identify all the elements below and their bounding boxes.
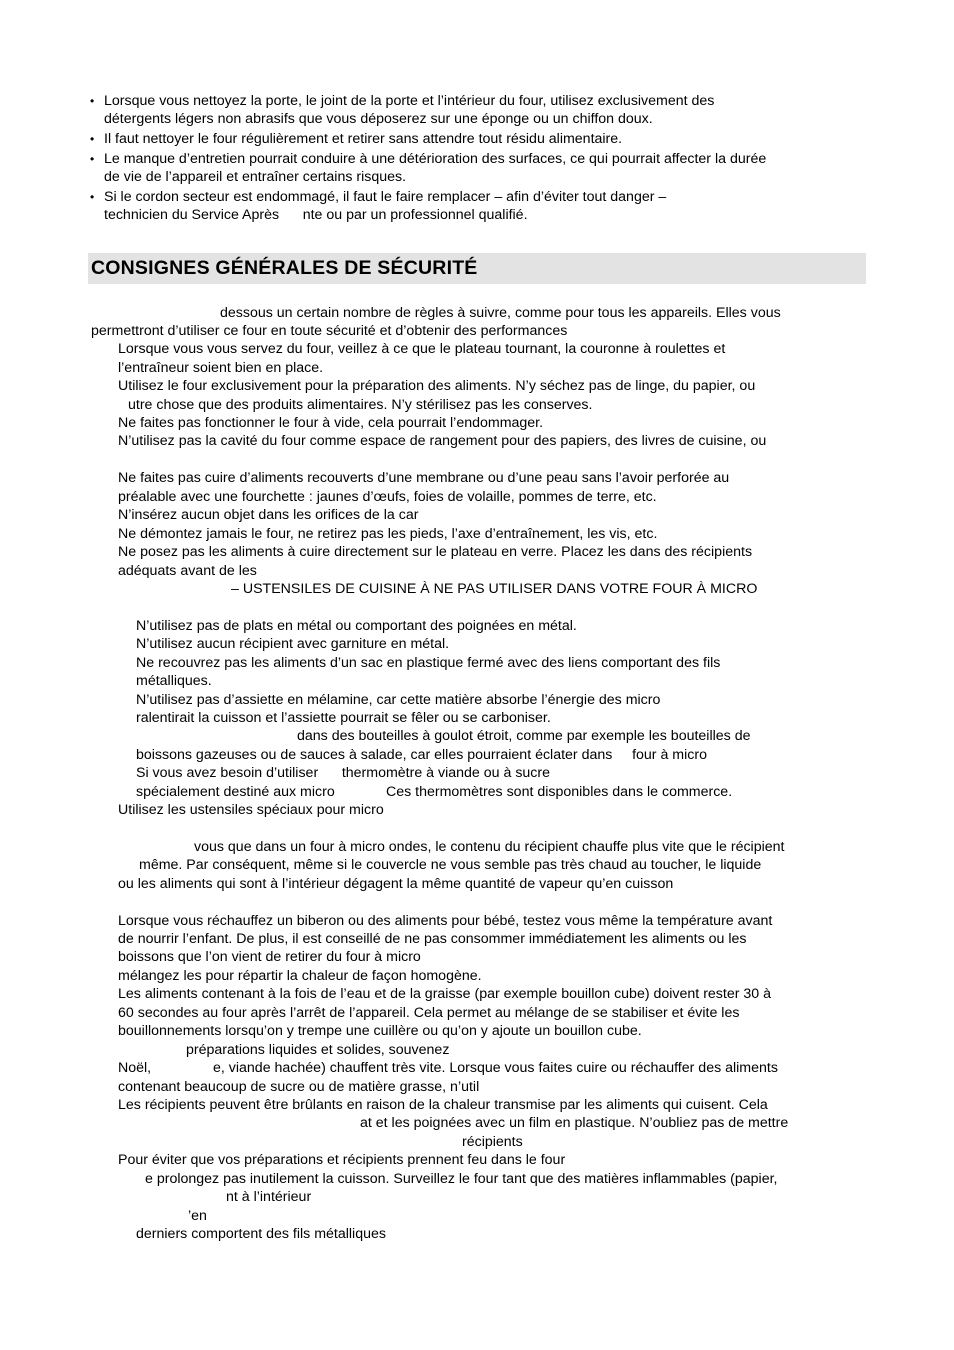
maintenance-line: Si le cordon secteur est endommagé, il faut le faire remplacer – afin d’éviter tout danger – bbox=[104, 189, 667, 205]
text-line: mélangez les pour répartir la chaleur de façon homogène. bbox=[118, 968, 482, 984]
text-line: adéquats avant de les bbox=[118, 563, 257, 579]
maintenance-line: technicien du Service Après nte ou par un professionnel qualifié. bbox=[104, 207, 528, 223]
text-line: contenant beaucoup de sucre ou de matière grasse, n’util bbox=[118, 1079, 480, 1095]
text-line: préparations liquides et solides, souvenez bbox=[186, 1042, 450, 1058]
text-line: derniers comportent des fils métalliques bbox=[136, 1226, 386, 1242]
maintenance-line: détergents légers non abrasifs que vous déposerez sur une éponge ou un chiffon doux. bbox=[104, 111, 653, 127]
text-line: Ne posez pas les aliments à cuire directement sur le plateau en verre. Placez les dans des récipients bbox=[118, 544, 753, 560]
maintenance-line: Le manque d’entretien pourrait conduire à une détérioration des surfaces, ce qui pourrait affecter la durée bbox=[104, 151, 767, 167]
text-line: boissons gazeuses ou de sauces à salade, car elles pourraient éclater dans four à micro bbox=[136, 747, 707, 763]
text-line: N’utilisez pas d’assiette en mélamine, car cette matière absorbe l’énergie des micro bbox=[136, 692, 661, 708]
text-line: ralentirait la cuisson et l’assiette pourrait se fêler ou se carboniser. bbox=[136, 710, 551, 726]
text-line: Ne recouvrez pas les aliments d’un sac en plastique fermé avec des liens comportant des fils bbox=[136, 655, 721, 671]
text-line: métalliques. bbox=[136, 673, 212, 689]
text-line: dessous un certain nombre de règles à suivre, comme pour tous les appareils. Elles vous bbox=[220, 305, 781, 321]
text-line: e prolongez pas inutilement la cuisson. Surveillez le four tant que des matières inflammables (papier, bbox=[145, 1171, 778, 1187]
text-line: Ne faites pas fonctionner le four à vide, cela pourrait l’endommager. bbox=[118, 415, 544, 431]
maintenance-line: Lorsque vous nettoyez la porte, le joint de la porte et l’intérieur du four, utilisez exclusivement des bbox=[104, 93, 715, 109]
text-line: préalable avec une fourchette : jaunes d’œufs, foies de volaille, pommes de terre, etc. bbox=[118, 489, 657, 505]
text-line: Pour éviter que vos préparations et récipients prennent feu dans le four bbox=[118, 1152, 566, 1168]
maintenance-line: de vie de l’appareil et entraîner certains risques. bbox=[104, 169, 407, 185]
text-line: Lorsque vous vous servez du four, veillez à ce que le plateau tournant, la couronne à roulettes et bbox=[118, 341, 726, 357]
text-line: de nourrir l’enfant. De plus, il est conseillé de ne pas consommer immédiatement les aliments ou les bbox=[118, 931, 747, 947]
text-line: Si vous avez besoin d’utiliser thermomètre à viande ou à sucre bbox=[136, 765, 551, 781]
section-heading-bar bbox=[88, 253, 866, 284]
text-line: Les récipients peuvent être brûlants en raison de la chaleur transmise par les aliments qui cuisent. Cela bbox=[118, 1097, 768, 1113]
text-line: même. Par conséquent, même si le couvercle ne vous semble pas très chaud au toucher, le liquide bbox=[139, 857, 762, 873]
text-line: nt à l’intérieur bbox=[226, 1189, 312, 1205]
text-line: vous que dans un four à micro ondes, le contenu du récipient chauffe plus vite que le récipient bbox=[194, 839, 785, 855]
text-line: N’utilisez aucun récipient avec garniture en métal. bbox=[136, 636, 450, 652]
bullet-4: • bbox=[90, 190, 95, 204]
text-line: Ne démontez jamais le four, ne retirez pas les pieds, l’axe d’entraînement, les vis, etc. bbox=[118, 526, 658, 542]
text-line: e, viande hachée) chauffent très vite. Lorsque vous faites cuire ou réchauffer des aliments bbox=[213, 1060, 778, 1076]
text-line: N’utilisez pas la cavité du four comme espace de rangement pour des papiers, des livres de cuisine, ou bbox=[118, 433, 767, 449]
text-line: spécialement destiné aux micro Ces thermomètres sont disponibles dans le commerce. bbox=[136, 784, 733, 800]
text-line: – USTENSILES DE CUISINE À NE PAS UTILISER DANS VOTRE FOUR À MICRO bbox=[231, 581, 758, 597]
text-line: permettront d’utiliser ce four en toute sécurité et d’obtenir des performances bbox=[91, 323, 568, 339]
text-line: utre chose que des produits alimentaires. N’y stérilisez pas les conserves. bbox=[128, 397, 593, 413]
bullet-3: • bbox=[90, 152, 95, 166]
text-line: Les aliments contenant à la fois de l’eau et de la graisse (par exemple bouillon cube) doivent rester 30 à bbox=[118, 986, 772, 1002]
text-line: Utilisez les ustensiles spéciaux pour micro bbox=[118, 802, 384, 818]
text-line: N’utilisez pas de plats en métal ou comportant des poignées en métal. bbox=[136, 618, 577, 634]
text-line: 60 secondes au four après l’arrêt de l’appareil. Cela permet au mélange de se stabiliser et évite les bbox=[118, 1005, 740, 1021]
maintenance-line: Il faut nettoyer le four régulièrement et retirer sans attendre tout résidu alimentaire. bbox=[104, 131, 623, 147]
text-line: bouillonnements lorsqu’on y trempe une cuillère ou qu’on y ajoute un bouillon cube. bbox=[118, 1023, 642, 1039]
text-line: Lorsque vous réchauffez un biberon ou des aliments pour bébé, testez vous même la température avant bbox=[118, 913, 773, 929]
text-line: Utilisez le four exclusivement pour la préparation des aliments. N’y séchez pas de linge, du papier, ou bbox=[118, 378, 756, 394]
text-line: récipients bbox=[462, 1134, 523, 1150]
bullet-1: • bbox=[90, 94, 95, 108]
text-line: dans des bouteilles à goulot étroit, comme par exemple les bouteilles de bbox=[297, 728, 751, 744]
text-line: l’entraîneur soient bien en place. bbox=[118, 360, 324, 376]
text-line: N’insérez aucun objet dans les orifices de la car bbox=[118, 507, 419, 523]
text-line: Noël, bbox=[118, 1060, 152, 1076]
section-heading: CONSIGNES GÉNÉRALES DE SÉCURITÉ bbox=[91, 257, 478, 279]
text-line: boissons que l’on vient de retirer du four à micro bbox=[118, 949, 421, 965]
text-line: ’en bbox=[188, 1208, 207, 1224]
text-line: ou les aliments qui sont à l’intérieur dégagent la même quantité de vapeur qu’en cuisson bbox=[118, 876, 674, 892]
bullet-2: • bbox=[90, 132, 95, 146]
text-line: Ne faites pas cuire d’aliments recouverts d’une membrane ou d’une peau sans l’avoir perforée au bbox=[118, 470, 730, 486]
text-line: at et les poignées avec un film en plastique. N’oubliez pas de mettre bbox=[360, 1115, 789, 1131]
